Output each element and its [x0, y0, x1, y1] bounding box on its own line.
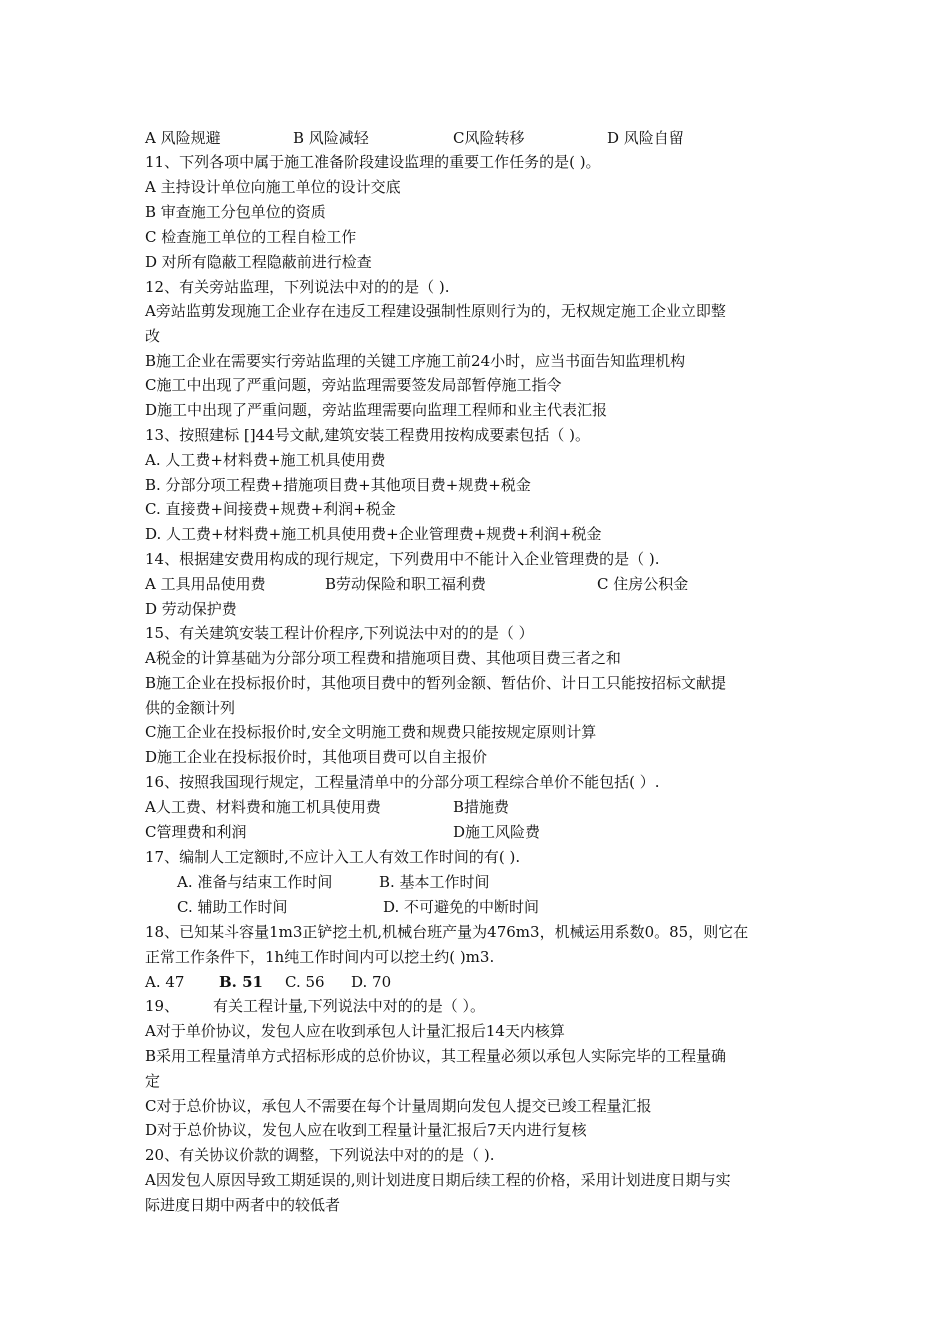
option-b: B劳动保险和职工福利费 [325, 575, 487, 593]
question-text: 有关工程计量,下列说法中对的的是（ ）。 [213, 997, 486, 1015]
option-d: D. 不可避免的中断时间 [383, 898, 540, 916]
option-c: C 住房公积金 [597, 575, 689, 593]
question-13: 13、按照建标 []44号文献,建筑安装工程费用按构成要素包括（ )。 [145, 426, 591, 444]
answer-line: D 对所有隐蔽工程隐蔽前进行检查 [145, 253, 372, 271]
answer-line: C对于总价协议，承包人不需要在每个计量周期向发包人提交已竣工程量汇报 [145, 1097, 652, 1115]
answer-line: D对于总价协议，发包人应在收到工程量计量汇报后7天内进行复核 [145, 1121, 587, 1139]
option-b: B. 基本工作时间 [379, 873, 490, 891]
option-c: C. 56 [285, 973, 325, 991]
question-18-continued: 正常工作条件下，1h纯工作时间内可以挖土约( )m3. [145, 948, 495, 966]
answer-line: C施工企业在投标报价时,安全文明施工费和规费只能按规定原则计算 [145, 723, 597, 741]
option-a: A 风险规避 [145, 129, 221, 147]
option-c: C. 辅助工作时间 [177, 898, 288, 916]
answer-line: B施工企业在投标报价时，其他项目费中的暂列金额、暂估价、计日工只能按招标文献提 [145, 674, 727, 692]
answer-line: A因发包人原因导致工期延误的,则计划进度日期后续工程的价格，采用计划进度日期与实 [145, 1171, 731, 1189]
answer-line: A税金的计算基础为分部分项工程费和措施项目费、其他项目费三者之和 [145, 649, 621, 667]
question-18: 18、已知某斗容量1m3正铲挖土机,机械台班产量为476m3，机械运用系数0。85，则它在 [145, 923, 749, 941]
answer-line: A. 人工费+材料费+施工机具使用费 [145, 451, 386, 469]
question-15: 15、有关建筑安装工程计价程序,下列说法中对的的是（ ） [145, 624, 534, 642]
answer-line: D. 人工费+材料费+施工机具使用费+企业管理费+规费+利润+税金 [145, 525, 602, 543]
option-c: C管理费和利润 [145, 823, 247, 841]
answer-line: B 审查施工分包单位的资质 [145, 203, 326, 221]
option-a: A. 47 [145, 973, 185, 991]
question-12: 12、有关旁站监理，下列说法中对的的是（ ). [145, 278, 450, 296]
option-b: B措施费 [453, 798, 510, 816]
question-16: 16、按照我国现行规定，工程量清单中的分部分项工程综合单价不能包括( ）. [145, 773, 660, 791]
option-d: D 风险自留 [607, 129, 684, 147]
answer-line-continued: 定 [145, 1072, 161, 1090]
question-number: 19、 [145, 997, 180, 1015]
question-20: 20、有关协议价款的调整，下列说法中对的的是（ ). [145, 1146, 495, 1164]
answer-line: D施工中出现了严重问题，旁站监理需要向监理工程师和业主代表汇报 [145, 401, 608, 419]
option-a: A人工费、材料费和施工机具使用费 [145, 798, 381, 816]
answer-line-continued: 改 [145, 327, 161, 345]
question-14: 14、根据建安费用构成的现行规定，下列费用中不能计入企业管理费的是（ ). [145, 550, 660, 568]
option-a: A. 准备与结束工作时间 [177, 873, 333, 891]
answer-line: D施工企业在投标报价时，其他项目费可以自主报价 [145, 748, 488, 766]
answer-line: C 检查施工单位的工程自检工作 [145, 228, 357, 246]
answer-line-continued: 际进度日期中两者中的较低者 [145, 1196, 341, 1214]
answer-line: A 主持设计单位向施工单位的设计交底 [145, 178, 401, 196]
question-17: 17、编制人工定额时,不应计入工人有效工作时间的有( ). [145, 848, 521, 866]
option-b: B. 51 [219, 973, 263, 991]
option-c: C风险转移 [453, 129, 525, 147]
option-a: A 工具用品使用费 [145, 575, 266, 593]
answer-line: B施工企业在需要实行旁站监理的关键工序施工前24小时，应当书面告知监理机构 [145, 352, 686, 370]
answer-line: B采用工程量清单方式招标形成的总价协议，其工程量必须以承包人实际完毕的工程量确 [145, 1047, 727, 1065]
question-11: 11、下列各项中属于施工准备阶段建设监理的重要工作任务的是( )。 [145, 153, 601, 171]
answer-line: A旁站监剪发现施工企业存在违反工程建设强制性原则行为的，无权规定施工企业立即整 [145, 302, 726, 320]
option-b: B 风险减轻 [293, 129, 369, 147]
answer-line: C. 直接费+间接费+规费+利润+税金 [145, 500, 396, 518]
answer-line: A对于单价协议，发包人应在收到承包人计量汇报后14天内核算 [145, 1022, 565, 1040]
answer-line-continued: 供的金额计列 [145, 699, 236, 717]
option-d: D. 70 [351, 973, 392, 991]
answer-line: D 劳动保护费 [145, 600, 237, 618]
answer-line: B. 分部分项工程费+措施项目费+其他项目费+规费+税金 [145, 476, 531, 494]
answer-line: C施工中出现了严重问题，旁站监理需要签发局部暂停施工指令 [145, 376, 562, 394]
option-d: D施工风险费 [453, 823, 541, 841]
